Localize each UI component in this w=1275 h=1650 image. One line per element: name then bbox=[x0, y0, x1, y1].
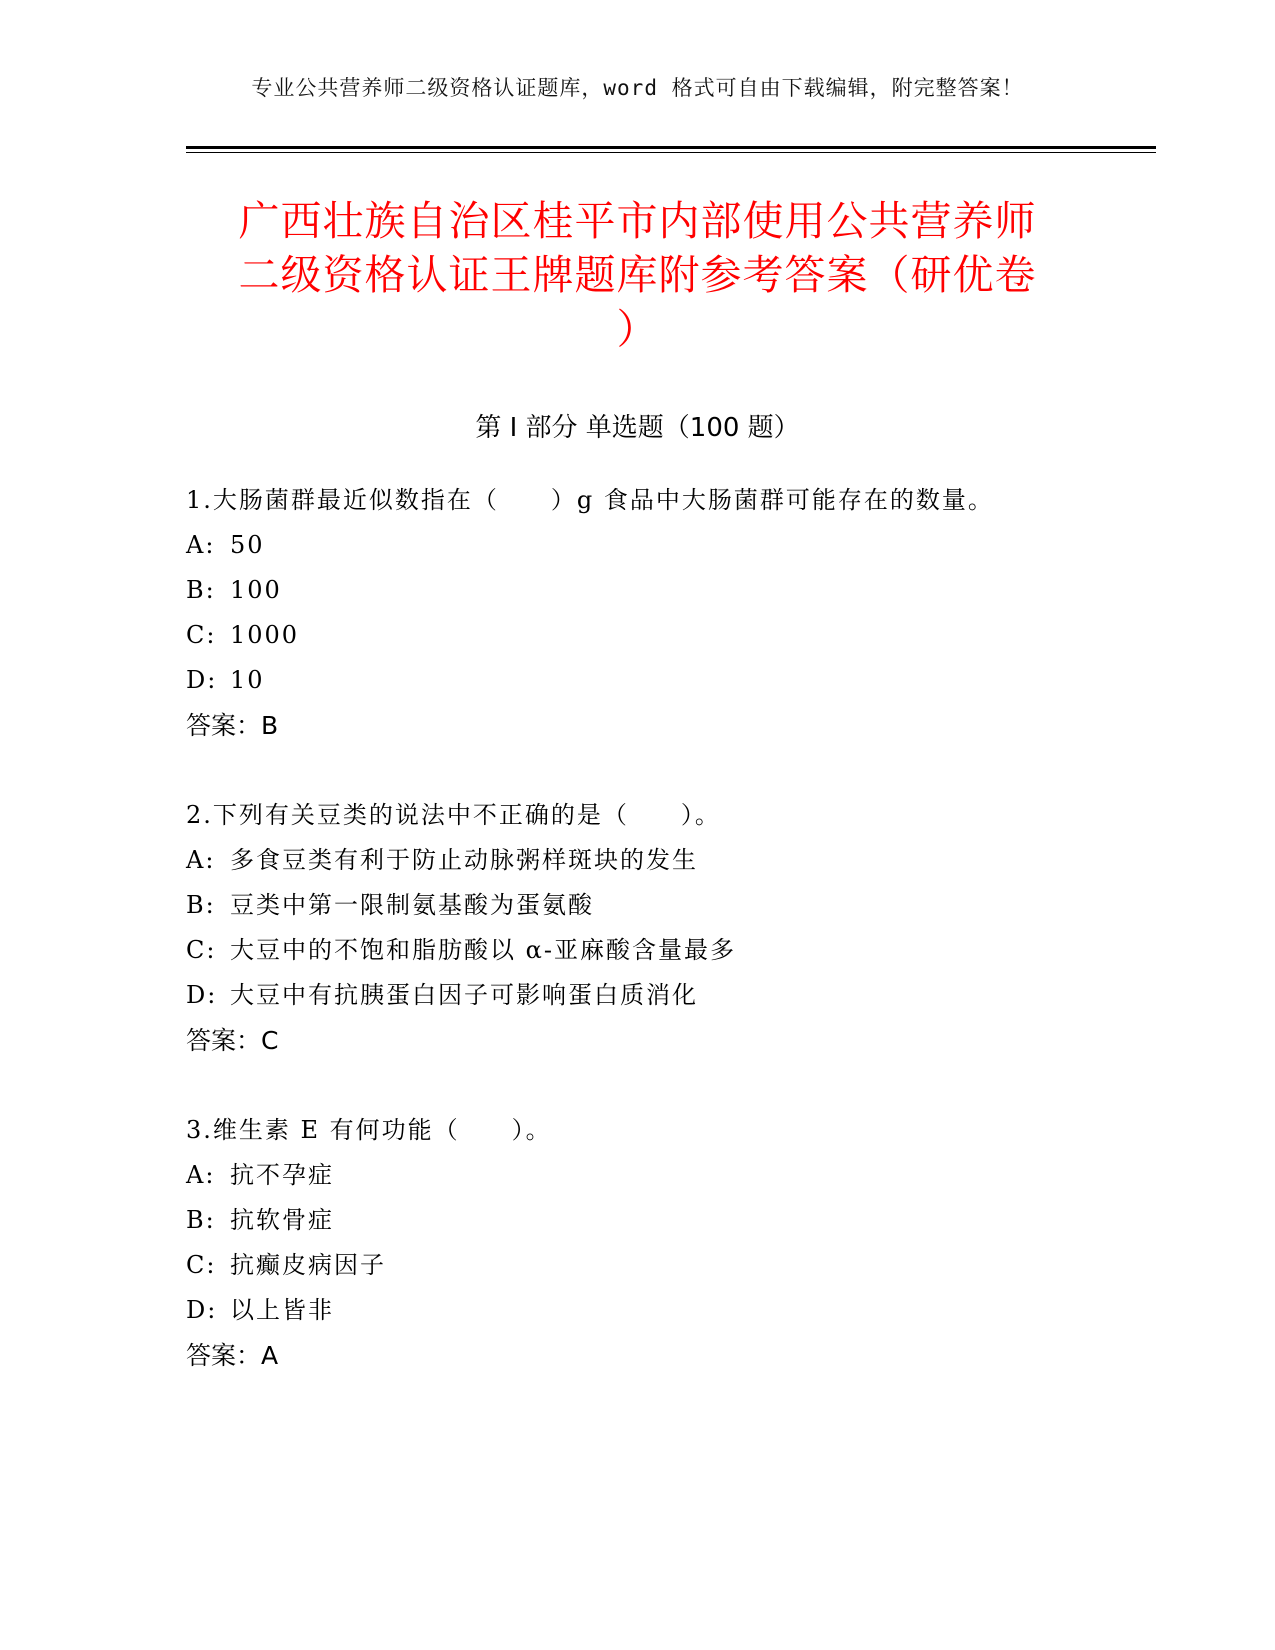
option-text: 100 bbox=[230, 576, 282, 604]
option-c bbox=[186, 928, 1086, 973]
option-letter: B: bbox=[186, 891, 216, 919]
title-line-2: 二级资格认证王牌题库附参考答案（研优卷 bbox=[238, 251, 1037, 299]
option-letter: D: bbox=[186, 981, 218, 1009]
option-letter: B: bbox=[186, 576, 216, 604]
option-text: 抗软骨症 bbox=[230, 1206, 334, 1234]
header-rule-thin bbox=[186, 152, 1156, 153]
option-text: 大豆中的不饱和脂肪酸以 α-亚麻酸含量最多 bbox=[230, 936, 736, 964]
option-text: 10 bbox=[230, 666, 265, 694]
question-2 bbox=[186, 793, 1086, 1063]
title-line-1: 广西壮族自治区桂平市内部使用公共营养师 bbox=[238, 197, 1037, 245]
option-c bbox=[186, 1243, 1086, 1288]
option-text: 1000 bbox=[230, 621, 300, 649]
option-b bbox=[186, 883, 1086, 928]
option-b bbox=[186, 568, 1086, 613]
option-letter: A: bbox=[186, 531, 216, 559]
document-title bbox=[150, 194, 1125, 356]
header-rule-thick bbox=[186, 146, 1156, 149]
option-a bbox=[186, 1153, 1086, 1198]
section-title: 第 I 部分 单选题（100 题） bbox=[475, 413, 800, 443]
option-letter: A: bbox=[186, 1161, 216, 1189]
title-line-3: ） bbox=[616, 305, 659, 353]
option-d bbox=[186, 973, 1086, 1018]
question-stem: 3.维生素 E 有何功能（ ）。 bbox=[186, 1116, 552, 1144]
option-b bbox=[186, 1198, 1086, 1243]
answer: 答案：B bbox=[186, 711, 279, 740]
option-letter: B: bbox=[186, 1206, 216, 1234]
question-1 bbox=[186, 478, 1086, 748]
option-d bbox=[186, 658, 1086, 703]
option-letter: C: bbox=[186, 936, 217, 964]
option-d bbox=[186, 1288, 1086, 1333]
answer: 答案：C bbox=[186, 1026, 279, 1055]
option-letter: C: bbox=[186, 621, 217, 649]
option-text: 多食豆类有利于防止动脉粥样斑块的发生 bbox=[230, 846, 698, 874]
option-letter: D: bbox=[186, 666, 218, 694]
option-text: 抗癫皮病因子 bbox=[230, 1251, 386, 1279]
question-stem: 2.下列有关豆类的说法中不正确的是（ ）。 bbox=[186, 801, 721, 829]
option-a bbox=[186, 838, 1086, 883]
option-text: 以上皆非 bbox=[230, 1296, 334, 1324]
question-stem: 1.大肠菌群最近似数指在（ ）g 食品中大肠菌群可能存在的数量。 bbox=[186, 486, 994, 514]
option-letter: D: bbox=[186, 1296, 218, 1324]
answer: 答案：A bbox=[186, 1341, 279, 1370]
option-c bbox=[186, 613, 1086, 658]
option-text: 50 bbox=[230, 531, 265, 559]
option-text: 豆类中第一限制氨基酸为蛋氨酸 bbox=[230, 891, 594, 919]
question-3 bbox=[186, 1108, 1086, 1378]
header-note: 专业公共营养师二级资格认证题库，word 格式可自由下载编辑，附完整答案！ bbox=[251, 76, 1024, 100]
option-text: 抗不孕症 bbox=[230, 1161, 334, 1189]
option-letter: A: bbox=[186, 846, 216, 874]
option-letter: C: bbox=[186, 1251, 217, 1279]
option-text: 大豆中有抗胰蛋白因子可影响蛋白质消化 bbox=[230, 981, 698, 1009]
option-a bbox=[186, 523, 1086, 568]
